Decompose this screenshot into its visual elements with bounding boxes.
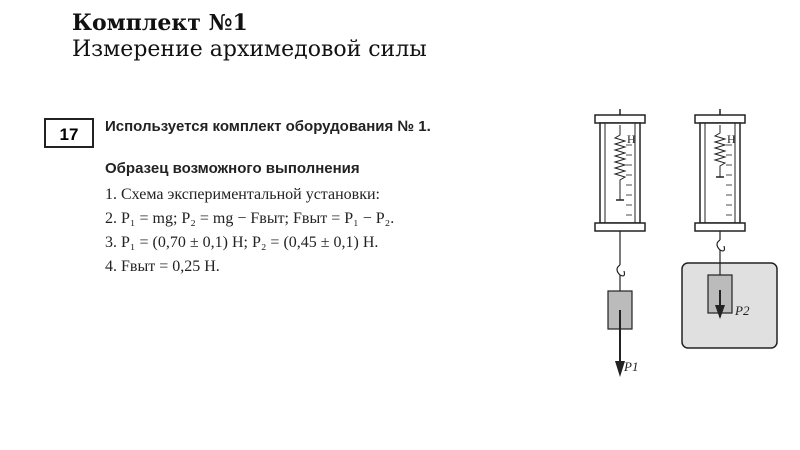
dynamometer-left: [595, 109, 645, 377]
slide-subtitle: Измерение архимедовой силы: [72, 37, 427, 62]
solution-line-2: 2. P₁ = mg; P₂ = mg − Fвыт; Fвыт = P₁ − P₂.: [105, 210, 395, 227]
slide-title-block: [72, 10, 427, 64]
solution-lines: [105, 183, 394, 279]
slide-title: Комплект №1: [72, 10, 248, 36]
sample-heading: Образец возможного выполнения: [105, 160, 360, 177]
equation-p2: P₂ = mg − Fвыт;: [181, 210, 289, 227]
solution-line-3: 3. P₁ = (0,70 ± 0,1) Н; P₂ = (0,45 ± 0,1) Н.: [105, 234, 379, 251]
solution-line-4: 4. Fвыт = 0,25 Н.: [105, 258, 220, 275]
value-p2: P₂ = (0,45 ± 0,1) Н.: [251, 234, 379, 251]
experiment-diagram: [580, 105, 780, 395]
scale-unit-label-right: Н: [727, 132, 736, 146]
force-p1-label: P1: [624, 359, 639, 374]
task-intro: Используется комплект оборудования № 1.: [105, 118, 431, 135]
equation-fvyt: Fвыт = P₁ − P₂.: [293, 210, 395, 227]
force-p2-label: P2: [735, 303, 750, 318]
scale-unit-label-left: Н: [627, 132, 636, 146]
value-fvyt: Fвыт = 0,25 Н.: [121, 258, 220, 275]
solution-line-1: 1. Схема экспериментальной установки:: [105, 186, 380, 203]
task-number-box: 17: [44, 118, 94, 148]
value-p1: P₁ = (0,70 ± 0,1) Н;: [121, 234, 248, 251]
dynamometer-right: [682, 109, 777, 348]
equation-p1: P₁ = mg;: [121, 210, 178, 227]
